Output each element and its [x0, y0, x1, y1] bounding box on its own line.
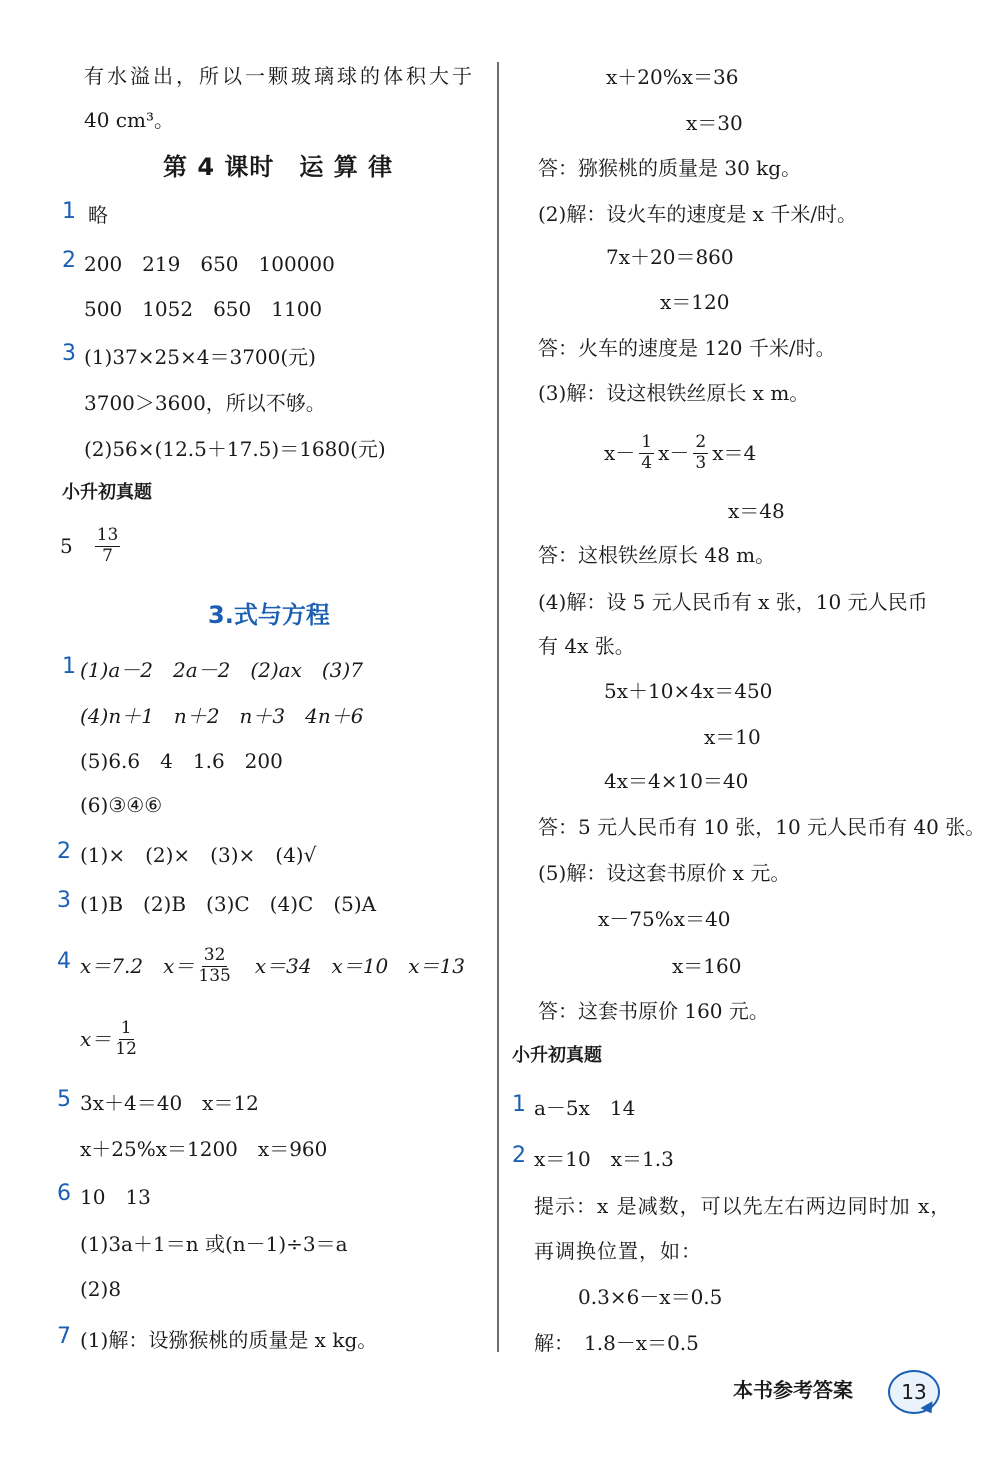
question-number-2: 2 [62, 248, 76, 273]
answer-text: (2)56×(12.5＋17.5)＝1680(元) [84, 437, 386, 461]
fraction-denominator: 135 [198, 965, 231, 986]
hint-equation: 解： 1.8－x＝0.5 [534, 1331, 699, 1355]
answer-text: a－5x 14 [534, 1096, 636, 1120]
page-number: 13 [901, 1380, 927, 1404]
equation-part: x＝4 [712, 441, 757, 465]
fraction-denominator: 3 [695, 452, 707, 473]
answer-sentence: 答：5 元人民币有 10 张，10 元人民币有 40 张。 [538, 815, 986, 839]
answer-text: 略 [88, 203, 108, 227]
question-number-3: 3 [57, 888, 71, 913]
chapter-title: 3.式与方程 [208, 601, 330, 629]
equation-with-fractions [604, 428, 756, 478]
fraction-numerator: 32 [203, 944, 226, 965]
solution-setup: (4)解：设 5 元人民币有 x 张，10 元人民币 [538, 590, 928, 614]
question-number-3: 3 [62, 341, 76, 366]
question-number-4: 4 [57, 949, 71, 974]
equation-line: x＝30 [686, 111, 743, 135]
solution-setup: (5)解：设这套书原价 x 元。 [538, 861, 791, 885]
answer-text: 3700＞3600，所以不够。 [84, 391, 326, 415]
fraction-denominator: 7 [102, 545, 113, 566]
question-number-5: 5 [57, 1087, 71, 1112]
hint-text: 再调换位置，如： [534, 1239, 702, 1263]
answer-text: 3x＋4＝40 x＝12 [80, 1091, 259, 1115]
answer-line [80, 1014, 141, 1064]
question-number-1: 1 [62, 199, 76, 224]
exam-section-title: 小升初真题 [62, 482, 152, 503]
answer-text: (2)8 [80, 1277, 122, 1301]
equation-line: 4x＝4×10＝40 [604, 769, 749, 793]
equation-part: x－ [658, 441, 690, 465]
answer-text: 10 13 [80, 1185, 151, 1209]
equation-line: x－75%x＝40 [598, 907, 731, 931]
question-number-1: 1 [62, 654, 76, 679]
fraction-numerator: 13 [96, 525, 119, 545]
fraction-denominator: 12 [115, 1038, 137, 1059]
solution-setup: (2)解：设火车的速度是 x 千米/时。 [538, 202, 858, 226]
column-divider [497, 62, 499, 1352]
answer-value: 5 [60, 534, 73, 559]
answer-sentence: 答：猕猴桃的质量是 30 kg。 [538, 156, 802, 180]
answer-text: (1)× (2)× (3)× (4)√ [80, 843, 317, 867]
answer-text: (1)37×25×4＝3700(元) [84, 345, 316, 369]
continuation-line-1: 有水溢出，所以一颗玻璃球的体积大于 [84, 64, 475, 88]
answer-text: x＝7.2 x＝ [80, 954, 195, 978]
equation-line: 5x＋10×4x＝450 [604, 679, 773, 703]
answer-sentence: 答：这根铁丝原长 48 m。 [538, 543, 776, 567]
answer-text: (1)3a＋1＝n 或(n－1)÷3＝a [80, 1232, 348, 1256]
answer-text: (1)B (2)B (3)C (4)C (5)A [80, 892, 377, 916]
fraction-numerator: 1 [120, 1017, 132, 1038]
equation-line: x＝160 [672, 954, 742, 978]
fraction-two-thirds [693, 431, 708, 473]
answer-text: (4)n＋1 n＋2 n＋3 4n＋6 [80, 704, 364, 728]
answer-text: (1)a－2 2a－2 (2)ax (3)7 [80, 658, 363, 682]
answer-text: (6)③④⑥ [80, 793, 163, 817]
answer-fraction [95, 527, 121, 566]
question-number-2: 2 [57, 839, 71, 864]
fraction-numerator: 2 [695, 431, 707, 452]
fraction-one-quarter [639, 431, 654, 473]
question-number-6: 6 [57, 1181, 71, 1206]
equation-line: x＝48 [728, 499, 785, 523]
exam-section-title: 小升初真题 [512, 1045, 602, 1066]
solution-setup: 有 4x 张。 [538, 634, 635, 658]
answer-text: x＝34 x＝10 x＝13 [234, 954, 466, 978]
equation-part: x－ [604, 441, 636, 465]
answer-text: (1)解：设猕猴桃的质量是 x kg。 [80, 1328, 378, 1352]
answer-text: x＝10 x＝1.3 [534, 1147, 674, 1171]
solution-setup: (3)解：设这根铁丝原长 x m。 [538, 381, 810, 405]
answer-text: 200 219 650 100000 [84, 252, 335, 276]
answer-text: x＝ [80, 1027, 112, 1051]
answer-sentence: 答：这套书原价 160 元。 [538, 999, 769, 1023]
lesson-title: 第 4 课时 运 算 律 [163, 153, 394, 181]
answer-text: (5)6.6 4 1.6 200 [80, 749, 283, 773]
fraction-numerator: 1 [641, 431, 653, 452]
answer-text: x＋25%x＝1200 x＝960 [80, 1137, 328, 1161]
exam-answer [60, 527, 124, 566]
equation-line: x＋20%x＝36 [606, 65, 739, 89]
answer-text: 500 1052 650 1100 [84, 297, 323, 321]
hint-equation: 0.3×6－x＝0.5 [578, 1285, 723, 1309]
question-number-7: 7 [57, 1324, 71, 1349]
equation-line: 7x＋20＝860 [606, 245, 734, 269]
footer-label: 本书参考答案 [733, 1378, 853, 1402]
hint-text: 提示：x 是减数，可以先左右两边同时加 x， [534, 1194, 952, 1218]
equation-line: x＝120 [660, 290, 730, 314]
answer-sentence: 答：火车的速度是 120 千米/时。 [538, 336, 836, 360]
answer-fraction [115, 1017, 137, 1059]
question-number-1: 1 [512, 1092, 526, 1117]
continuation-line-2: 40 cm³。 [84, 108, 174, 132]
fraction-denominator: 4 [641, 452, 653, 473]
answer-fraction [198, 944, 231, 986]
equation-line: x＝10 [704, 725, 761, 749]
answer-line [80, 941, 465, 991]
question-number-2: 2 [512, 1143, 526, 1168]
